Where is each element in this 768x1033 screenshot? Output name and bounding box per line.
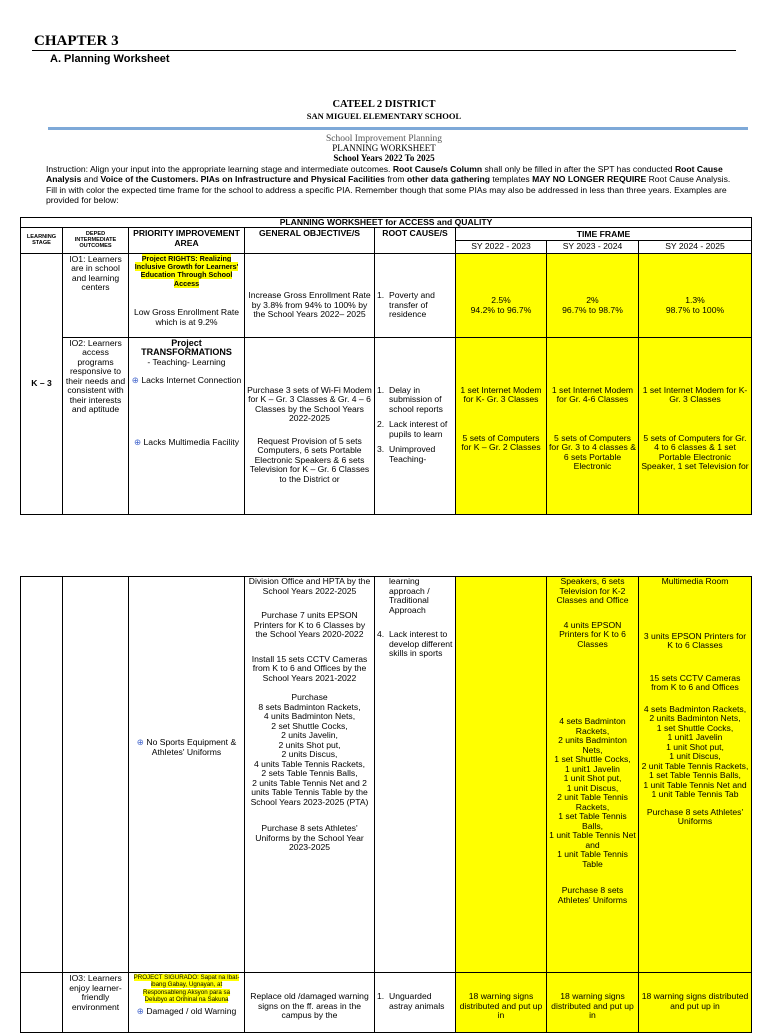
io2-outcome-cont [63, 577, 129, 973]
stage-cell-cont [21, 577, 63, 973]
io2-root: 1. Delay in submission of school reports 2. Lack interest of pupils to learn 3. Unimproved Teaching- [375, 337, 456, 514]
header-sy2: SY 2023 - 2024 [547, 241, 639, 254]
io1-pia [129, 253, 245, 337]
cont-objectives: Division Office and HPTA by the School Years 2022-2025 Purchase 7 units EPSON Printers for K to 6 Classes by the School Years 2020-2022 Install 15 sets CCTV Cameras from K to 6 and Offices by the School Years 2021-2022 Purchase 8 sets Badminton Rackets, 4 units Badminton Nets, 2 set Shuttle Cocks, 2 units Javelin, 2 units Shot put, 2 units Discus, 4 units Table Tennis Rackets, 2 sets Table Tennis Balls, 2 units Table Tennis Net and 2 units Table Tennis Table by the School Years 2023-2025 (PTA) Purchase 8 sets Athletes' Uniforms by the School Year 2023-2025 [245, 577, 375, 973]
crosshair-bullet-icon: ⊕ [136, 737, 144, 747]
cont-sy2: Speakers, 6 sets Television for K-2 Classes and Office 4 units EPSON Printers for K to 6 Classes 4 sets Badminton Rackets, 2 units Badminton Nets, 1 set Shuttle Cocks, 1 unit1 Javelin 1 unit Shot put, 1 unit Discus, 2 unit Table Tennis Rackets, 1 set Table Tennis Balls, 1 unit Table Tennis Net and 1 unit Table Tennis Table Purchase 8 sets Athletes' Uniforms [547, 577, 639, 973]
chapter-rule [32, 50, 736, 51]
school-name: SAN MIGUEL ELEMENTARY SCHOOL [306, 111, 462, 121]
cont-root: learning approach / Traditional Approach 4. Lack interest to develop different skills in sports [375, 577, 456, 973]
io3-outcome: IO3: Learners enjoy learner-friendly environment [63, 973, 129, 1033]
header-objectives: GENERAL OBJECTIVE/S [245, 228, 375, 254]
io3-project: PROJECT SIGURADO: Sapat na Ibat-ibang Gabay, Ugnayan, at Responsableng Aksyon para sa Delubyo at Orihinal na Sakuna [133, 974, 240, 1003]
io3-objective: Replace old /damaged warning signs on the ff. areas in the campus by the [245, 973, 375, 1033]
cont-sy1 [456, 577, 547, 973]
header-pia: PRIORITY IMPROVEMENT AREA [129, 228, 245, 254]
io2-sub: - Teaching- Learning [147, 356, 226, 367]
io2-project: Project TRANSFORMATIONS [141, 337, 232, 357]
io1-objective: Increase Gross Enrollment Rate by 3.8% from 94% to 100% by the School Years 2022– 2025 [245, 253, 375, 337]
header-time-frame: TIME FRAME [456, 228, 752, 241]
instruction-paragraph: Instruction: Align your input into the appropriate learning stage and intermediate outcomes. Root Cause/s Column shall only be filled in after the SPT has conducted Root Cause Analysis and Voice of the Customers. PIAs on Infrastructure and Physical Facilities from other data gathering templates MAY NO LONGER REQUIRE Root Cause Analysis. Fill in with color the expected time frame for the school to address a specific PIA. Remember though that some PIAs may also be addressed in less than three years. Examples are provided for below: [46, 164, 731, 205]
district-name: CATEEL 2 DISTRICT [332, 99, 436, 110]
io1-project: Project RIGHTS: Realizing Inclusive Growth for Learners' Education Through School Access [134, 253, 239, 288]
chapter-title: CHAPTER 3 [34, 33, 119, 49]
header-outcomes: DEPED INTERMEDIATE OUTCOMES [63, 228, 129, 254]
planning-table-part1 [20, 217, 752, 515]
io3-sy1: 18 warning signs distributed and put up in [456, 973, 547, 1033]
io1-sy3: 1.3% 98.7% to 100% [639, 253, 752, 337]
table-title: PLANNING WORKSHEET for ACCESS and QUALITY [21, 218, 752, 228]
header-root: ROOT CAUSE/S [375, 228, 456, 254]
io3-pia: PROJECT SIGURADO: Sapat na Ibat-ibang Gabay, Ugnayan, at Responsableng Aksyon para sa Delubyo at Orihinal na Sakuna ⊕ Damaged / old Warning [129, 973, 245, 1033]
header-stage: LEARNING STAGE [21, 228, 63, 254]
header-sy3: SY 2024 - 2025 [639, 241, 752, 254]
worksheet-heading: PLANNING WORKSHEET [332, 143, 436, 153]
sip-heading: School Improvement Planning [325, 134, 443, 144]
crosshair-bullet-icon: ⊕ [131, 375, 139, 385]
io2-objectives: Purchase 3 sets of Wi-Fi Modem for K – Gr. 3 Classes & Gr. 4 – 6 Classes by the School Years 2022-2025 Request Provision of 5 sets Computers, 6 sets Portable Electronic Speakers & 6 sets Television for K – Gr. 6 Classes to the District or [245, 337, 375, 514]
io1-outcome: IO1: Learners are in school and learning centers [63, 253, 129, 337]
sports-pia: ⊕ No Sports Equipment & Athletes' Uniforms [129, 577, 245, 973]
crosshair-bullet-icon: ⊕ [133, 436, 142, 447]
io2-sy3: 1 set Internet Modem for K- Gr. 3 Classes 5 sets of Computers for Gr. 4 to 6 classes & 1 set Portable Electronic Speaker, 1 set Television for [639, 337, 752, 514]
io2-sy1: 1 set Internet Modem for K- Gr. 3 Classes 5 sets of Computers for K – Gr. 2 Classes [456, 337, 547, 514]
io2-outcome: IO2: Learners access programs responsive to their needs and consistent with their interests and aptitude [63, 337, 129, 514]
io1-sy2: 2% 96.7% to 98.7% [547, 253, 639, 337]
section-title: A. Planning Worksheet [50, 53, 170, 65]
io3-sy3: 18 warning signs distributed and put up in [639, 973, 752, 1033]
io2-sy2: 1 set Internet Modem for Gr. 4-6 Classes 5 sets of Computers for Gr. 3 to 4 classes & 6 sets Portable Electronic [547, 337, 639, 514]
school-years-heading: School Years 2022 To 2025 [333, 153, 435, 163]
header-sy1: SY 2022 - 2023 [456, 241, 547, 254]
io1-sy1: 2.5% 94.2% to 96.7% [456, 253, 547, 337]
cont-sy3: Multimedia Room 3 units EPSON Printers for K to 6 Classes 15 sets CCTV Cameras from K to 6 and Offices 4 sets Badminton Rackets, 2 units Badminton Nets, 1 set Shuttle Cocks, 1 unit1 Javelin 1 unit Shot put, 1 unit Discus, 2 unit Table Tennis Rackets, 1 set Table Tennis Balls, 1 unit Table Tennis Net and 1 unit Table Tennis Tab Purchase 8 sets Athletes' Uniforms [639, 577, 752, 973]
stage-cell: K – 3 [21, 253, 63, 514]
io3-root: 1. Unguarded astray animals [375, 973, 456, 1033]
io3-sy2: 18 warning signs distributed and put up in [547, 973, 639, 1033]
blue-divider [48, 127, 748, 130]
planning-table-part2 [20, 576, 752, 1033]
io1-pia-text: Low Gross Enrollment Rate which is at 9.2% [133, 307, 240, 327]
crosshair-bullet-icon: ⊕ [136, 1006, 144, 1017]
io1-root: 1. Poverty and transfer of residence [375, 253, 456, 337]
io2-pia: Project TRANSFORMATIONS - Teaching- Learning ⊕ Lacks Internet Connection ⊕ Lacks Multimedia Facility [129, 337, 245, 514]
